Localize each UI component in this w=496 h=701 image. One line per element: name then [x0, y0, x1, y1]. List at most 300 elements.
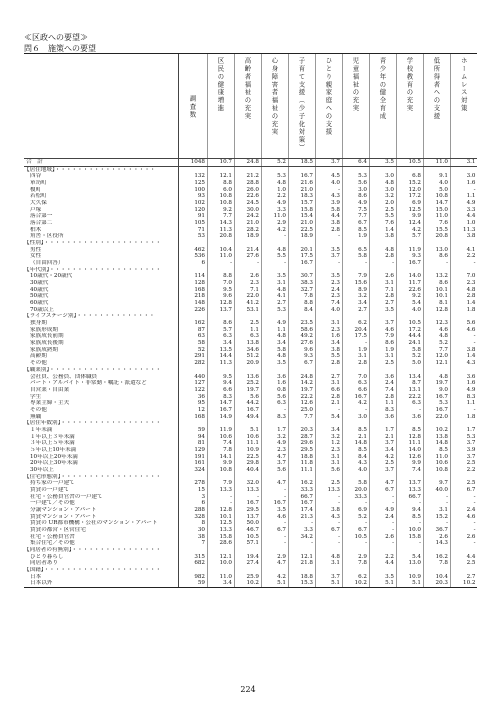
percent-cell — [288, 166, 315, 173]
header-col: 区民の健康増進 — [207, 54, 234, 159]
row-label: ５年以上10年未満 — [30, 446, 77, 453]
percent-cell: 8.5 — [342, 427, 369, 434]
percent-cell: 5.2 — [342, 514, 369, 521]
percent-cell: - — [342, 407, 369, 414]
percent-cell: 2.4 — [369, 380, 396, 387]
percent-cell: 5.4 — [315, 414, 342, 421]
percent-cell: 6.9 — [342, 507, 369, 514]
percent-cell: - — [369, 520, 396, 527]
percent-cell: - — [261, 520, 288, 527]
percent-cell: 6.7 — [342, 527, 369, 534]
percent-cell: 6.3 — [342, 380, 369, 387]
percent-cell: 2.6 — [423, 534, 450, 541]
percent-cell: 11.1 — [234, 440, 261, 447]
sample-count: 63 — [178, 333, 207, 340]
percent-cell — [396, 420, 423, 427]
sample-count: 3 — [178, 494, 207, 501]
percent-cell: 12.8 — [207, 300, 234, 307]
percent-cell: - — [342, 540, 369, 547]
percent-cell: 12.1 — [423, 360, 450, 367]
percent-cell: - — [315, 233, 342, 240]
percent-cell: 5.3 — [261, 307, 288, 314]
row-label: 50歳代 — [30, 293, 49, 300]
percent-cell: 12.8 — [396, 434, 423, 441]
percent-cell: 5.5 — [369, 213, 396, 220]
percent-cell: 2.3 — [315, 447, 342, 454]
percent-cell: 5.1 — [396, 580, 423, 587]
percent-cell — [396, 474, 423, 481]
percent-cell: 2.1 — [369, 434, 396, 441]
percent-cell: 58.6 — [288, 327, 315, 334]
percent-cell: 9.6 — [288, 347, 315, 354]
table-row — [24, 574, 477, 581]
percent-cell: - — [207, 500, 234, 507]
percent-cell — [288, 240, 315, 247]
percent-cell: 27.6 — [288, 340, 315, 347]
percent-cell: 11.1 — [396, 440, 423, 447]
percent-cell: 12.5 — [396, 207, 423, 214]
percent-cell: 4.3 — [315, 514, 342, 521]
percent-cell — [342, 240, 369, 247]
percent-cell: 6.5 — [342, 247, 369, 254]
table-row — [24, 507, 477, 514]
table-row — [24, 320, 477, 327]
percent-cell: 11.0 — [423, 159, 450, 167]
percent-cell — [369, 420, 396, 427]
row-label: 若松町 — [30, 193, 47, 200]
percent-cell: 22.6 — [234, 193, 261, 200]
percent-cell: 4.2 — [396, 227, 423, 234]
header-col: 学校教育の充実 — [396, 54, 423, 159]
percent-cell: 4.8 — [261, 333, 288, 340]
percent-cell — [261, 474, 288, 481]
percent-cell: 29.8 — [234, 460, 261, 467]
percent-cell: 4.9 — [261, 200, 288, 207]
table-row — [24, 394, 477, 401]
sample-count: 168 — [178, 287, 207, 294]
percent-cell — [261, 367, 288, 374]
percent-cell: 6.7 — [315, 527, 342, 534]
row-label: 家族形成期 — [30, 326, 58, 333]
percent-cell: 5.1 — [315, 580, 342, 587]
percent-cell: - — [315, 187, 342, 194]
header-col: 心身障害者福祉の充実 — [261, 54, 288, 159]
percent-cell: 2.7 — [261, 300, 288, 307]
percent-cell: 8.3 — [369, 407, 396, 414]
percent-cell: 2.5 — [450, 480, 477, 487]
percent-cell: 3.5 — [369, 159, 396, 167]
percent-cell: 22.5 — [288, 227, 315, 234]
percent-cell: 4.9 — [369, 507, 396, 514]
percent-cell: 1.6 — [261, 380, 288, 387]
percent-cell: 22.6 — [396, 287, 423, 294]
percent-cell: 2.3 — [315, 327, 342, 334]
percent-cell: 10.5 — [396, 159, 423, 167]
percent-cell: 3.1 — [342, 353, 369, 360]
row-label: 社宅・公務員官舎の一戸建て — [30, 493, 103, 500]
percent-cell: - — [315, 407, 342, 414]
percent-cell: 9.5 — [207, 374, 234, 381]
percent-cell: 2.1 — [315, 400, 342, 407]
sample-count: 462 — [178, 247, 207, 254]
table-row — [24, 580, 477, 587]
percent-cell: - — [369, 527, 396, 534]
percent-cell: 8.9 — [342, 287, 369, 294]
sample-count: 168 — [178, 414, 207, 421]
percent-cell: - — [207, 494, 234, 501]
percent-cell: 3.4 — [315, 427, 342, 434]
percent-cell: 10.0 — [207, 560, 234, 567]
category-label: 【年代別】・・・・・・・・・・・・・・・・・・・・ — [24, 266, 162, 273]
percent-cell: 11.3 — [207, 360, 234, 367]
row-label: （自由回答） — [30, 260, 64, 267]
percent-cell: 6.0 — [207, 187, 234, 194]
percent-cell: 7.7 — [423, 347, 450, 354]
percent-cell: 8.6 — [423, 280, 450, 287]
percent-cell: 2.5 — [369, 460, 396, 467]
percent-cell — [396, 547, 423, 554]
percent-cell: - — [288, 540, 315, 547]
sample-count: 148 — [178, 300, 207, 307]
row-label: 合 計 — [24, 159, 178, 167]
percent-cell — [369, 474, 396, 481]
category-row — [24, 313, 477, 320]
percent-cell — [207, 166, 234, 173]
table-row — [24, 487, 477, 494]
percent-cell: 7.8 — [423, 560, 450, 567]
sample-count: 161 — [178, 460, 207, 467]
percent-cell: 4.0 — [315, 307, 342, 314]
percent-cell: 3.3 — [288, 527, 315, 534]
percent-cell: - — [423, 500, 450, 507]
percent-cell: - — [234, 494, 261, 501]
percent-cell: 9.1 — [423, 173, 450, 180]
crosstab-table — [24, 53, 477, 588]
percent-cell: 6.3 — [396, 400, 423, 407]
row-label: 落合第二 — [30, 220, 53, 227]
percent-cell — [396, 267, 423, 274]
percent-cell: 3.6 — [369, 414, 396, 421]
sample-count — [178, 474, 207, 481]
percent-cell: 8.6 — [369, 340, 396, 347]
percent-cell: 3.1 — [315, 320, 342, 327]
percent-cell: 4.8 — [261, 180, 288, 187]
percent-cell: 15.2 — [423, 514, 450, 521]
percent-cell — [423, 166, 450, 173]
row-label: 30歳代 — [30, 280, 49, 287]
percent-cell: 2.7 — [342, 307, 369, 314]
table-row — [24, 247, 477, 254]
percent-cell: 4.3 — [315, 193, 342, 200]
percent-cell: 13.1 — [396, 387, 423, 394]
sample-count: 52 — [178, 347, 207, 354]
percent-cell — [423, 547, 450, 554]
row-label: ひとり暮らし — [30, 553, 64, 560]
percent-cell: 16.2 — [288, 480, 315, 487]
percent-cell: 5.8 — [261, 347, 288, 354]
percent-cell: 11.9 — [396, 247, 423, 254]
percent-cell: 4.7 — [261, 480, 288, 487]
table-row — [24, 527, 477, 534]
percent-cell: 7.0 — [342, 374, 369, 381]
percent-cell: 51.2 — [234, 353, 261, 360]
percent-cell: 2.5 — [369, 207, 396, 214]
category-label: 【居住年数別】・・・・・・・・・・・・・・・・・・ — [24, 420, 162, 427]
percent-cell: 8.8 — [207, 180, 234, 187]
percent-cell — [396, 240, 423, 247]
percent-cell: 2.3 — [315, 293, 342, 300]
percent-cell: 10.5 — [234, 534, 261, 541]
percent-cell: 17.2 — [396, 327, 423, 334]
percent-cell: 4.9 — [261, 320, 288, 327]
sample-count: 59 — [178, 427, 207, 434]
percent-cell: 10.5 — [396, 320, 423, 327]
row-label: 男性 — [30, 246, 42, 253]
percent-cell: 18.8 — [288, 574, 315, 581]
sample-count: 7 — [178, 540, 207, 547]
sample-count: 1048 — [178, 159, 207, 167]
percent-cell — [315, 547, 342, 554]
percent-cell: 2.3 — [234, 280, 261, 287]
percent-cell: 5.2 — [423, 340, 450, 347]
percent-cell: 3.3 — [450, 207, 477, 214]
percent-cell: 21.8 — [288, 560, 315, 567]
table-row — [24, 380, 477, 387]
percent-cell: 1.7 — [261, 427, 288, 434]
percent-cell: 8.5 — [423, 447, 450, 454]
table-row — [24, 480, 477, 487]
percent-cell — [423, 567, 450, 574]
percent-cell: 3.9 — [450, 447, 477, 454]
percent-cell: 2.4 — [450, 507, 477, 514]
percent-cell: 3.8 — [450, 233, 477, 240]
percent-cell: 2.5 — [369, 360, 396, 367]
percent-cell: 7.7 — [288, 414, 315, 421]
percent-cell: - — [423, 494, 450, 501]
percent-cell: 3.1 — [369, 280, 396, 287]
table-row — [24, 407, 477, 414]
percent-cell: 1.8 — [450, 307, 477, 314]
percent-cell: 4.6 — [369, 327, 396, 334]
percent-cell: 1.6 — [315, 333, 342, 340]
percent-cell: 9.9 — [207, 460, 234, 467]
row-label: 学生 — [30, 393, 42, 400]
row-label: 70歳以上 — [30, 306, 54, 313]
percent-cell — [423, 240, 450, 247]
percent-cell: 7.5 — [342, 207, 369, 214]
percent-cell: 8.5 — [396, 427, 423, 434]
percent-cell: 7.8 — [288, 293, 315, 300]
percent-cell — [234, 567, 261, 574]
percent-cell: 8.3 — [207, 394, 234, 401]
table-row — [24, 447, 477, 454]
percent-cell — [234, 474, 261, 481]
percent-cell: 5.6 — [234, 394, 261, 401]
row-label: 一戸建て／その他 — [30, 500, 75, 507]
percent-cell: 3.6 — [369, 374, 396, 381]
percent-cell: 4.4 — [450, 213, 477, 220]
percent-cell: 15.3 — [288, 580, 315, 587]
percent-cell: 6.6 — [207, 387, 234, 394]
percent-cell: 4.5 — [315, 173, 342, 180]
sample-count: 278 — [178, 480, 207, 487]
percent-cell: 2.4 — [315, 287, 342, 294]
percent-cell: 12.0 — [423, 353, 450, 360]
percent-cell: 15.4 — [288, 213, 315, 220]
percent-cell: 14.2 — [288, 380, 315, 387]
percent-cell: 25.9 — [234, 574, 261, 581]
percent-cell: 22.2 — [396, 394, 423, 401]
percent-cell: - — [315, 260, 342, 267]
percent-cell: 27.6 — [234, 253, 261, 260]
percent-cell: 4.0 — [396, 307, 423, 314]
percent-cell: 13.4 — [396, 374, 423, 381]
percent-cell: 16.7 — [288, 173, 315, 180]
percent-cell: 22.0 — [234, 293, 261, 300]
sample-count: 291 — [178, 353, 207, 360]
percent-cell: 32.7 — [288, 287, 315, 294]
row-label: 自営業・自由業 — [30, 386, 70, 393]
percent-cell: 3.7 — [450, 454, 477, 461]
percent-cell: 10.2 — [234, 580, 261, 587]
percent-cell: 10.1 — [423, 287, 450, 294]
table-body — [24, 159, 477, 588]
percent-cell: 19.7 — [234, 387, 261, 394]
row-label: 家族成長前期 — [30, 333, 64, 340]
percent-cell: 20.8 — [207, 233, 234, 240]
percent-cell: 3.8 — [315, 347, 342, 354]
percent-cell — [288, 567, 315, 574]
percent-cell: 2.7 — [315, 374, 342, 381]
percent-cell: - — [396, 540, 423, 547]
percent-cell: 4.0 — [342, 467, 369, 474]
percent-cell: 9.3 — [396, 253, 423, 260]
percent-cell: - — [450, 527, 477, 534]
percent-cell: 4.2 — [261, 227, 288, 234]
percent-cell: 15.0 — [423, 207, 450, 214]
percent-cell: 1.1 — [234, 327, 261, 334]
percent-cell: 3.2 — [261, 434, 288, 441]
table-row — [24, 333, 477, 340]
percent-cell: 4.9 — [261, 440, 288, 447]
table-row — [24, 353, 477, 360]
percent-cell: 4.9 — [450, 387, 477, 394]
percent-cell — [261, 166, 288, 173]
percent-cell: 3.7 — [450, 440, 477, 447]
question-title: 問６ 施策への要望 — [24, 44, 96, 53]
percent-cell: 14.3 — [207, 220, 234, 227]
percent-cell: 5.0 — [396, 360, 423, 367]
percent-cell — [207, 474, 234, 481]
percent-cell: 6.3 — [261, 400, 288, 407]
percent-cell: 10.9 — [396, 574, 423, 581]
percent-cell: 19.4 — [234, 554, 261, 561]
percent-cell: 3.1 — [423, 507, 450, 514]
percent-cell: 3.1 — [450, 159, 477, 167]
percent-cell: 13.3 — [207, 527, 234, 534]
percent-cell: 6.7 — [342, 220, 369, 227]
percent-cell: 9.6 — [207, 293, 234, 300]
percent-cell: 12.1 — [207, 173, 234, 180]
percent-cell: 4.4 — [369, 560, 396, 567]
percent-cell: 9.2 — [396, 293, 423, 300]
percent-cell: 38.3 — [288, 280, 315, 287]
percent-cell: 16.7 — [423, 407, 450, 414]
percent-cell: 13.8 — [234, 340, 261, 347]
percent-cell — [315, 267, 342, 274]
sample-count: 8 — [178, 520, 207, 527]
percent-cell: 18.3 — [288, 193, 315, 200]
row-label: 戸塚 — [30, 206, 42, 213]
percent-cell: 12.8 — [207, 507, 234, 514]
percent-cell: 34.6 — [234, 347, 261, 354]
percent-cell: 3.1 — [315, 454, 342, 461]
category-label: 【居住地域】・・・・・・・・・・・・・・・・・・ — [24, 166, 178, 173]
percent-cell: 6.9 — [396, 200, 423, 207]
percent-cell — [207, 240, 234, 247]
row-label: その他 — [30, 406, 47, 413]
header-col: 高齢者福祉の充実 — [234, 54, 261, 159]
percent-cell: 24.2 — [234, 213, 261, 220]
percent-cell: 4.3 — [342, 460, 369, 467]
percent-cell: - — [369, 260, 396, 267]
percent-cell: 16.7 — [288, 260, 315, 267]
sample-count: 191 — [178, 454, 207, 461]
percent-cell — [342, 547, 369, 554]
header-row — [24, 54, 477, 159]
percent-cell: 7.8 — [207, 447, 234, 454]
table-row — [24, 387, 477, 394]
percent-cell: 18.8 — [288, 454, 315, 461]
percent-cell: 13.3 — [315, 487, 342, 494]
row-label: 日本 — [30, 573, 42, 580]
percent-cell: 20.9 — [234, 360, 261, 367]
sample-count — [178, 267, 207, 274]
percent-cell: 5.1 — [369, 580, 396, 587]
percent-cell: - — [315, 494, 342, 501]
percent-cell: 17.4 — [288, 507, 315, 514]
percent-cell: 3.4 — [261, 340, 288, 347]
table-row — [24, 500, 477, 507]
sample-count: 127 — [178, 380, 207, 387]
percent-cell: 16.2 — [423, 554, 450, 561]
percent-cell: 3.7 — [369, 467, 396, 474]
percent-cell: 17.5 — [342, 333, 369, 340]
percent-cell: 5.8 — [315, 207, 342, 214]
percent-cell: 24.8 — [234, 159, 261, 167]
percent-cell: 10.5 — [342, 534, 369, 541]
percent-cell: 1.7 — [369, 427, 396, 434]
percent-cell — [423, 474, 450, 481]
percent-cell: 6.4 — [342, 159, 369, 167]
percent-cell: 4.9 — [342, 200, 369, 207]
percent-cell: 13.5 — [207, 347, 234, 354]
percent-cell: 4.8 — [423, 374, 450, 381]
percent-cell: - — [396, 500, 423, 507]
percent-cell: 19.7 — [288, 387, 315, 394]
percent-cell: 4.7 — [261, 560, 288, 567]
percent-cell — [234, 240, 261, 247]
percent-cell: 1.1 — [450, 400, 477, 407]
percent-cell: 28.8 — [234, 180, 261, 187]
percent-cell: 2.1 — [342, 434, 369, 441]
percent-cell: 5.6 — [450, 320, 477, 327]
percent-cell: - — [450, 500, 477, 507]
percent-cell: 8.6 — [423, 253, 450, 260]
percent-cell: 24.1 — [396, 340, 423, 347]
percent-cell: 3.6 — [396, 414, 423, 421]
percent-cell — [288, 420, 315, 427]
